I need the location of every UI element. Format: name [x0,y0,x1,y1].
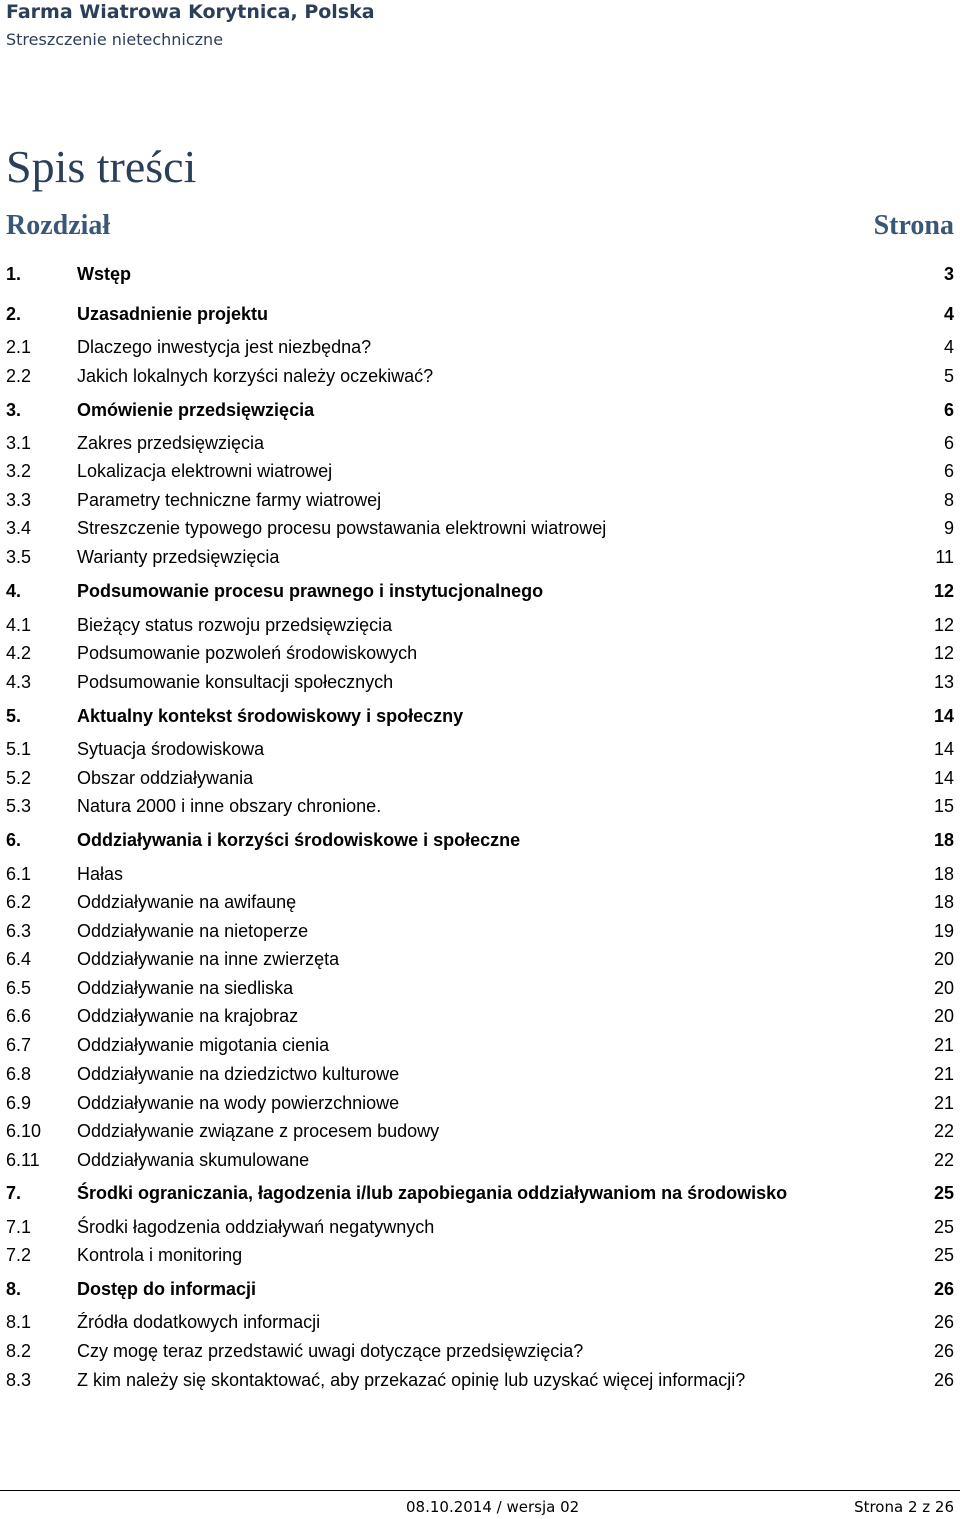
toc-entry-page: 12 [933,615,954,635]
toc-entry-page: 20 [933,949,954,969]
toc-entry-number: 5.2 [6,768,32,788]
toc-entry-number: 6.7 [6,1035,32,1055]
toc-entry-title[interactable]: Bieżący status rozwoju przedsięwzięcia [77,615,393,635]
toc-entry-title[interactable]: Oddziaływanie na wody powierzchniowe [77,1093,400,1113]
toc-entry-title[interactable]: Kontrola i monitoring [77,1245,243,1265]
toc-entry-page: 26 [933,1279,954,1299]
toc-entry[interactable] [0,431,960,455]
toc-entry-page: 18 [933,892,954,912]
toc-entry-title[interactable]: Oddziaływanie na dziedzictwo kulturowe [77,1064,400,1084]
toc-entry-page: 25 [933,1217,954,1237]
toc-entry-title[interactable]: Podsumowanie konsultacji społecznych [77,672,394,692]
toc-entry-number: 4.2 [6,643,32,663]
toc-entry-number: 6.1 [6,864,32,884]
toc-entry[interactable] [0,516,960,540]
toc-entry-page: 18 [933,864,954,884]
toc-entry[interactable] [0,828,960,852]
toc-entry[interactable] [0,976,960,1000]
toc-entry[interactable] [0,1277,960,1301]
toc-entry[interactable] [0,1091,960,1115]
toc-entry-title[interactable]: Środki ograniczania, łagodzenia i/lub zapobiegania oddziaływaniom na środowisko [77,1183,788,1203]
document-title: Farma Wiatrowa Korytnica, Polska [6,1,375,23]
toc-entry-title[interactable]: Źródła dodatkowych informacji [77,1312,321,1332]
toc-entry-page: 22 [933,1121,954,1141]
toc-entry-number: 8.3 [6,1370,32,1390]
toc-entry[interactable] [0,947,960,971]
toc-entry[interactable] [0,670,960,694]
toc-entry-title[interactable]: Sytuacja środowiskowa [77,739,265,759]
toc-entry-number: 3.2 [6,461,32,481]
toc-entry-page: 11 [935,547,954,567]
toc-entry-title[interactable]: Warianty przedsięwzięcia [77,547,280,567]
toc-entry[interactable] [0,1148,960,1172]
toc-entry-number: 6.11 [6,1150,40,1170]
toc-entry[interactable] [0,488,960,512]
toc-entry[interactable] [0,1310,960,1334]
toc-entry-number: 5. [6,706,22,726]
toc-entry-page: 14 [933,706,954,726]
toc-entry-title[interactable]: Z kim należy się skontaktować, aby przekazać opinię lub uzyskać więcej informacji? [77,1370,746,1390]
toc-entry-number: 6.4 [6,949,32,969]
toc-entry[interactable] [0,545,960,569]
toc-entry[interactable] [0,794,960,818]
toc-entry[interactable] [0,890,960,914]
toc-entry-page: 3 [943,264,954,284]
toc-entry-title[interactable]: Oddziaływanie na nietoperze [77,921,309,941]
toc-entry-title[interactable]: Wstęp [77,264,131,284]
toc-entry-number: 3.4 [6,518,32,538]
toc-entry-number: 8.1 [6,1312,32,1332]
toc-entry-title[interactable]: Zakres przedsięwzięcia [77,433,265,453]
toc-entry[interactable] [0,737,960,761]
toc-entry-number: 2.1 [6,337,32,357]
toc-entry-number: 4.1 [6,615,32,635]
toc-entry[interactable] [0,459,960,483]
toc-entry[interactable] [0,641,960,665]
toc-entry-page: 26 [933,1341,954,1361]
toc-entry[interactable] [0,1033,960,1057]
toc-entry-number: 3.5 [6,547,32,567]
footer-date-version: 08.10.2014 / wersja 02 [406,1498,580,1516]
toc-entry-page: 21 [933,1064,954,1084]
toc-entry-title[interactable]: Omówienie przedsięwzięcia [77,400,315,420]
toc-entry-title[interactable]: Streszczenie typowego procesu powstawania elektrowni wiatrowej [77,518,607,538]
toc-entry[interactable] [0,1215,960,1239]
toc-entry-title[interactable]: Oddziaływanie na krajobraz [77,1006,299,1026]
toc-entry-number: 3. [6,400,22,420]
toc-entry[interactable] [0,704,960,728]
toc-entry-page: 12 [933,643,954,663]
toc-entry-title[interactable]: Podsumowanie pozwoleń środowiskowych [77,643,418,663]
toc-entry-title[interactable]: Uzasadnienie projektu [77,304,269,324]
toc-entry[interactable] [0,862,960,886]
toc-entry-number: 7.1 [6,1217,32,1237]
footer-divider [0,1490,960,1491]
toc-entry-page: 6 [943,433,954,453]
toc-entry-title[interactable]: Oddziaływanie związane z procesem budowy [77,1121,440,1141]
toc-entry-title[interactable]: Parametry techniczne farmy wiatrowej [77,490,382,510]
toc-entry-title[interactable]: Środki łagodzenia oddziaływań negatywnych [77,1217,435,1237]
toc-entry-page: 18 [933,830,954,850]
toc-entry-title[interactable]: Lokalizacja elektrowni wiatrowej [77,461,333,481]
toc-entry-page: 21 [933,1093,954,1113]
toc-entry[interactable] [0,364,960,388]
toc-entry-title[interactable]: Oddziaływanie migotania cienia [77,1035,330,1055]
toc-entry[interactable] [0,613,960,637]
toc-entry-number: 6.2 [6,892,32,912]
toc-entry-page: 6 [943,400,954,420]
toc-entry-number: 3.1 [6,433,32,453]
toc-entry-title[interactable]: Aktualny kontekst środowiskowy i społeczny [77,706,464,726]
toc-entry-page: 26 [933,1370,954,1390]
toc-entry-page: 5 [943,366,954,386]
toc-entry-page: 25 [933,1183,954,1203]
toc-entry-page: 4 [943,337,954,357]
toc-entry-number: 6.6 [6,1006,32,1026]
toc-entry[interactable] [0,302,960,326]
toc-entry-page: 20 [933,978,954,998]
toc-entry-number: 7.2 [6,1245,32,1265]
toc-entry-title[interactable]: Jakich lokalnych korzyści należy oczekiwać? [77,366,434,386]
toc-entry-title[interactable]: Podsumowanie procesu prawnego i instytucjonalnego [77,581,544,601]
toc-entry-number: 4.3 [6,672,32,692]
toc-entry-title[interactable]: Hałas [77,864,124,884]
toc-entry-title[interactable]: Obszar oddziaływania [77,768,254,788]
toc-heading: Spis treści [6,141,197,192]
toc-entry-page: 19 [933,921,954,941]
toc-entry-title[interactable]: Oddziaływanie na awifaunę [77,892,297,912]
toc-entry-page: 26 [933,1312,954,1332]
toc-entry[interactable] [0,766,960,790]
toc-entry[interactable] [0,919,960,943]
footer-page-number: Strona 2 z 26 [854,1498,954,1516]
toc-entry[interactable] [0,579,960,603]
toc-entry-number: 2. [6,304,22,324]
toc-entry-number: 5.1 [6,739,32,759]
toc-entry-title[interactable]: Czy mogę teraz przedstawić uwagi dotyczące przedsięwzięcia? [77,1341,584,1361]
toc-entry[interactable] [0,262,960,286]
toc-entry-page: 21 [933,1035,954,1055]
toc-entry-page: 20 [933,1006,954,1026]
toc-entry-number: 4. [6,581,22,601]
toc-entry-title[interactable]: Dlaczego inwestycja jest niezbędna? [77,337,372,357]
toc-entry-number: 8.2 [6,1341,32,1361]
toc-entry[interactable] [0,335,960,359]
toc-entry-number: 6. [6,830,22,850]
toc-entry-page: 14 [933,739,954,759]
toc-entry-page: 4 [943,304,954,324]
toc-entry-page: 9 [943,518,954,538]
toc-entry[interactable] [0,1119,960,1143]
toc-entry-title[interactable]: Oddziaływanie na inne zwierzęta [77,949,340,969]
toc-entry-title[interactable]: Natura 2000 i inne obszary chronione. [77,796,382,816]
toc-entry-title[interactable]: Oddziaływania i korzyści środowiskowe i społeczne [77,830,521,850]
toc-entry-number: 8. [6,1279,22,1299]
toc-entry-number: 1. [6,264,22,284]
toc-column-chapter: Rozdział [6,210,111,241]
toc-entry-title[interactable]: Oddziaływanie na siedliska [77,978,294,998]
toc-entry-title[interactable]: Dostęp do informacji [77,1279,257,1299]
toc-column-page: Strona [873,210,954,241]
toc-entry-number: 6.10 [6,1121,42,1141]
toc-entry[interactable] [0,1368,960,1392]
toc-entry-page: 6 [943,461,954,481]
toc-entry-number: 7. [6,1183,22,1203]
document-subtitle: Streszczenie nietechniczne [6,30,224,49]
toc-entry[interactable] [0,398,960,422]
toc-entry-number: 5.3 [6,796,32,816]
toc-entry-page: 15 [933,796,954,816]
toc-entry[interactable] [0,1339,960,1363]
toc-entry-page: 8 [943,490,954,510]
toc-entry-number: 6.5 [6,978,32,998]
toc-entry-number: 6.3 [6,921,32,941]
toc-entry-page: 25 [933,1245,954,1265]
toc-entry-number: 2.2 [6,366,32,386]
toc-entry-page: 22 [933,1150,954,1170]
toc-entry-page: 13 [933,672,954,692]
toc-entry-number: 6.9 [6,1093,32,1113]
toc-entry[interactable] [0,1243,960,1267]
toc-entry-title[interactable]: Oddziaływania skumulowane [77,1150,310,1170]
toc-entry-page: 14 [933,768,954,788]
toc-entry[interactable] [0,1004,960,1028]
toc-entry-page: 12 [933,581,954,601]
toc-entry-number: 3.3 [6,490,32,510]
toc-entry-number: 6.8 [6,1064,32,1084]
toc-entry[interactable] [0,1181,960,1205]
toc-entry[interactable] [0,1062,960,1086]
